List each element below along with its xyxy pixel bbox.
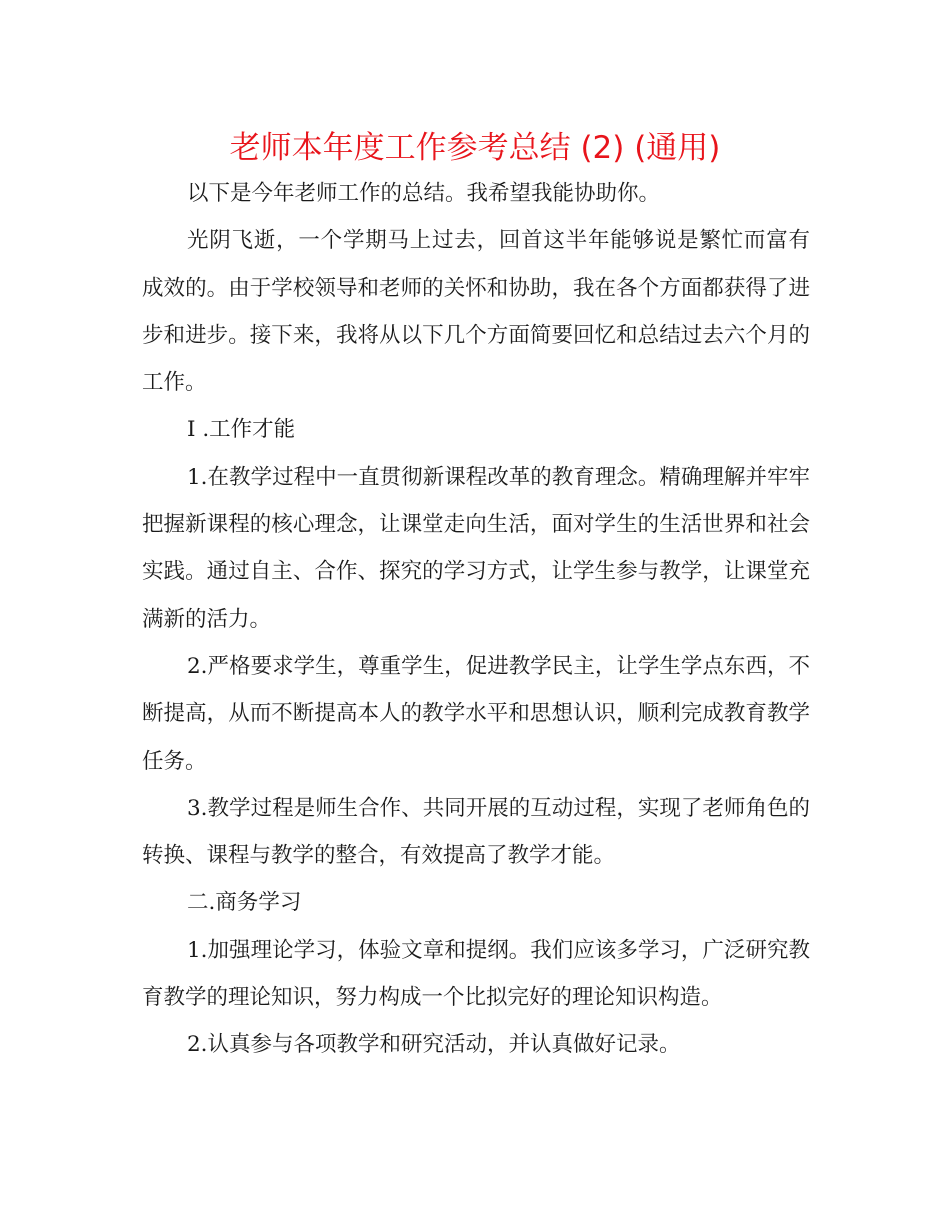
section-heading-business-study: 二.商务学习 [187, 890, 302, 916]
paragraph-item-3: 3.教学过程是师生合作、共同开展的互动过程，实现了老师角色的转换、课程与教学的整合，有效提高了教学才能。 [142, 795, 810, 869]
document-body [142, 170, 810, 1069]
paragraph-intro: 以下是今年老师工作的总结。我希望我能协助你。 [187, 181, 661, 206]
paragraph-study-2: 2.认真参与各项教学和研究活动，并认真做好记录。 [187, 1032, 681, 1058]
paragraph-study-1: 1.加强理论学习，体验文章和提纲。我们应该多学习，广泛研究教育教学的理论知识，努力构成一个比拟完好的理论知识构造。 [142, 937, 810, 1011]
paragraph-item-2: 2.严格要求学生，尊重学生，促进教学民主，让学生学点东西，不断提高，从而不断提高本人的教学水平和思想认识，顺利完成教育教学任务。 [142, 653, 810, 774]
paragraph-item-1: 1.在教学过程中一直贯彻新课程改革的教育理念。精确理解并牢牢把握新课程的核心理念，让课堂走向生活，面对学生的生活世界和社会实践。通过自主、合作、探究的学习方式，让学生参与教学，让课堂充满新的活力。 [142, 464, 810, 632]
section-heading-work-ability: I .工作才能 [187, 417, 296, 443]
paragraph-overview: 光阴飞逝，一个学期马上过去，回首这半年能够说是繁忙而富有成效的。由于学校领导和老师的关怀和协助，我在各个方面都获得了进步和进步。接下来，我将从以下几个方面简要回忆和总结过去六个月的工作。 [142, 228, 810, 396]
document-title: 老师本年度工作参考总结 (2) (通用) [229, 130, 721, 166]
